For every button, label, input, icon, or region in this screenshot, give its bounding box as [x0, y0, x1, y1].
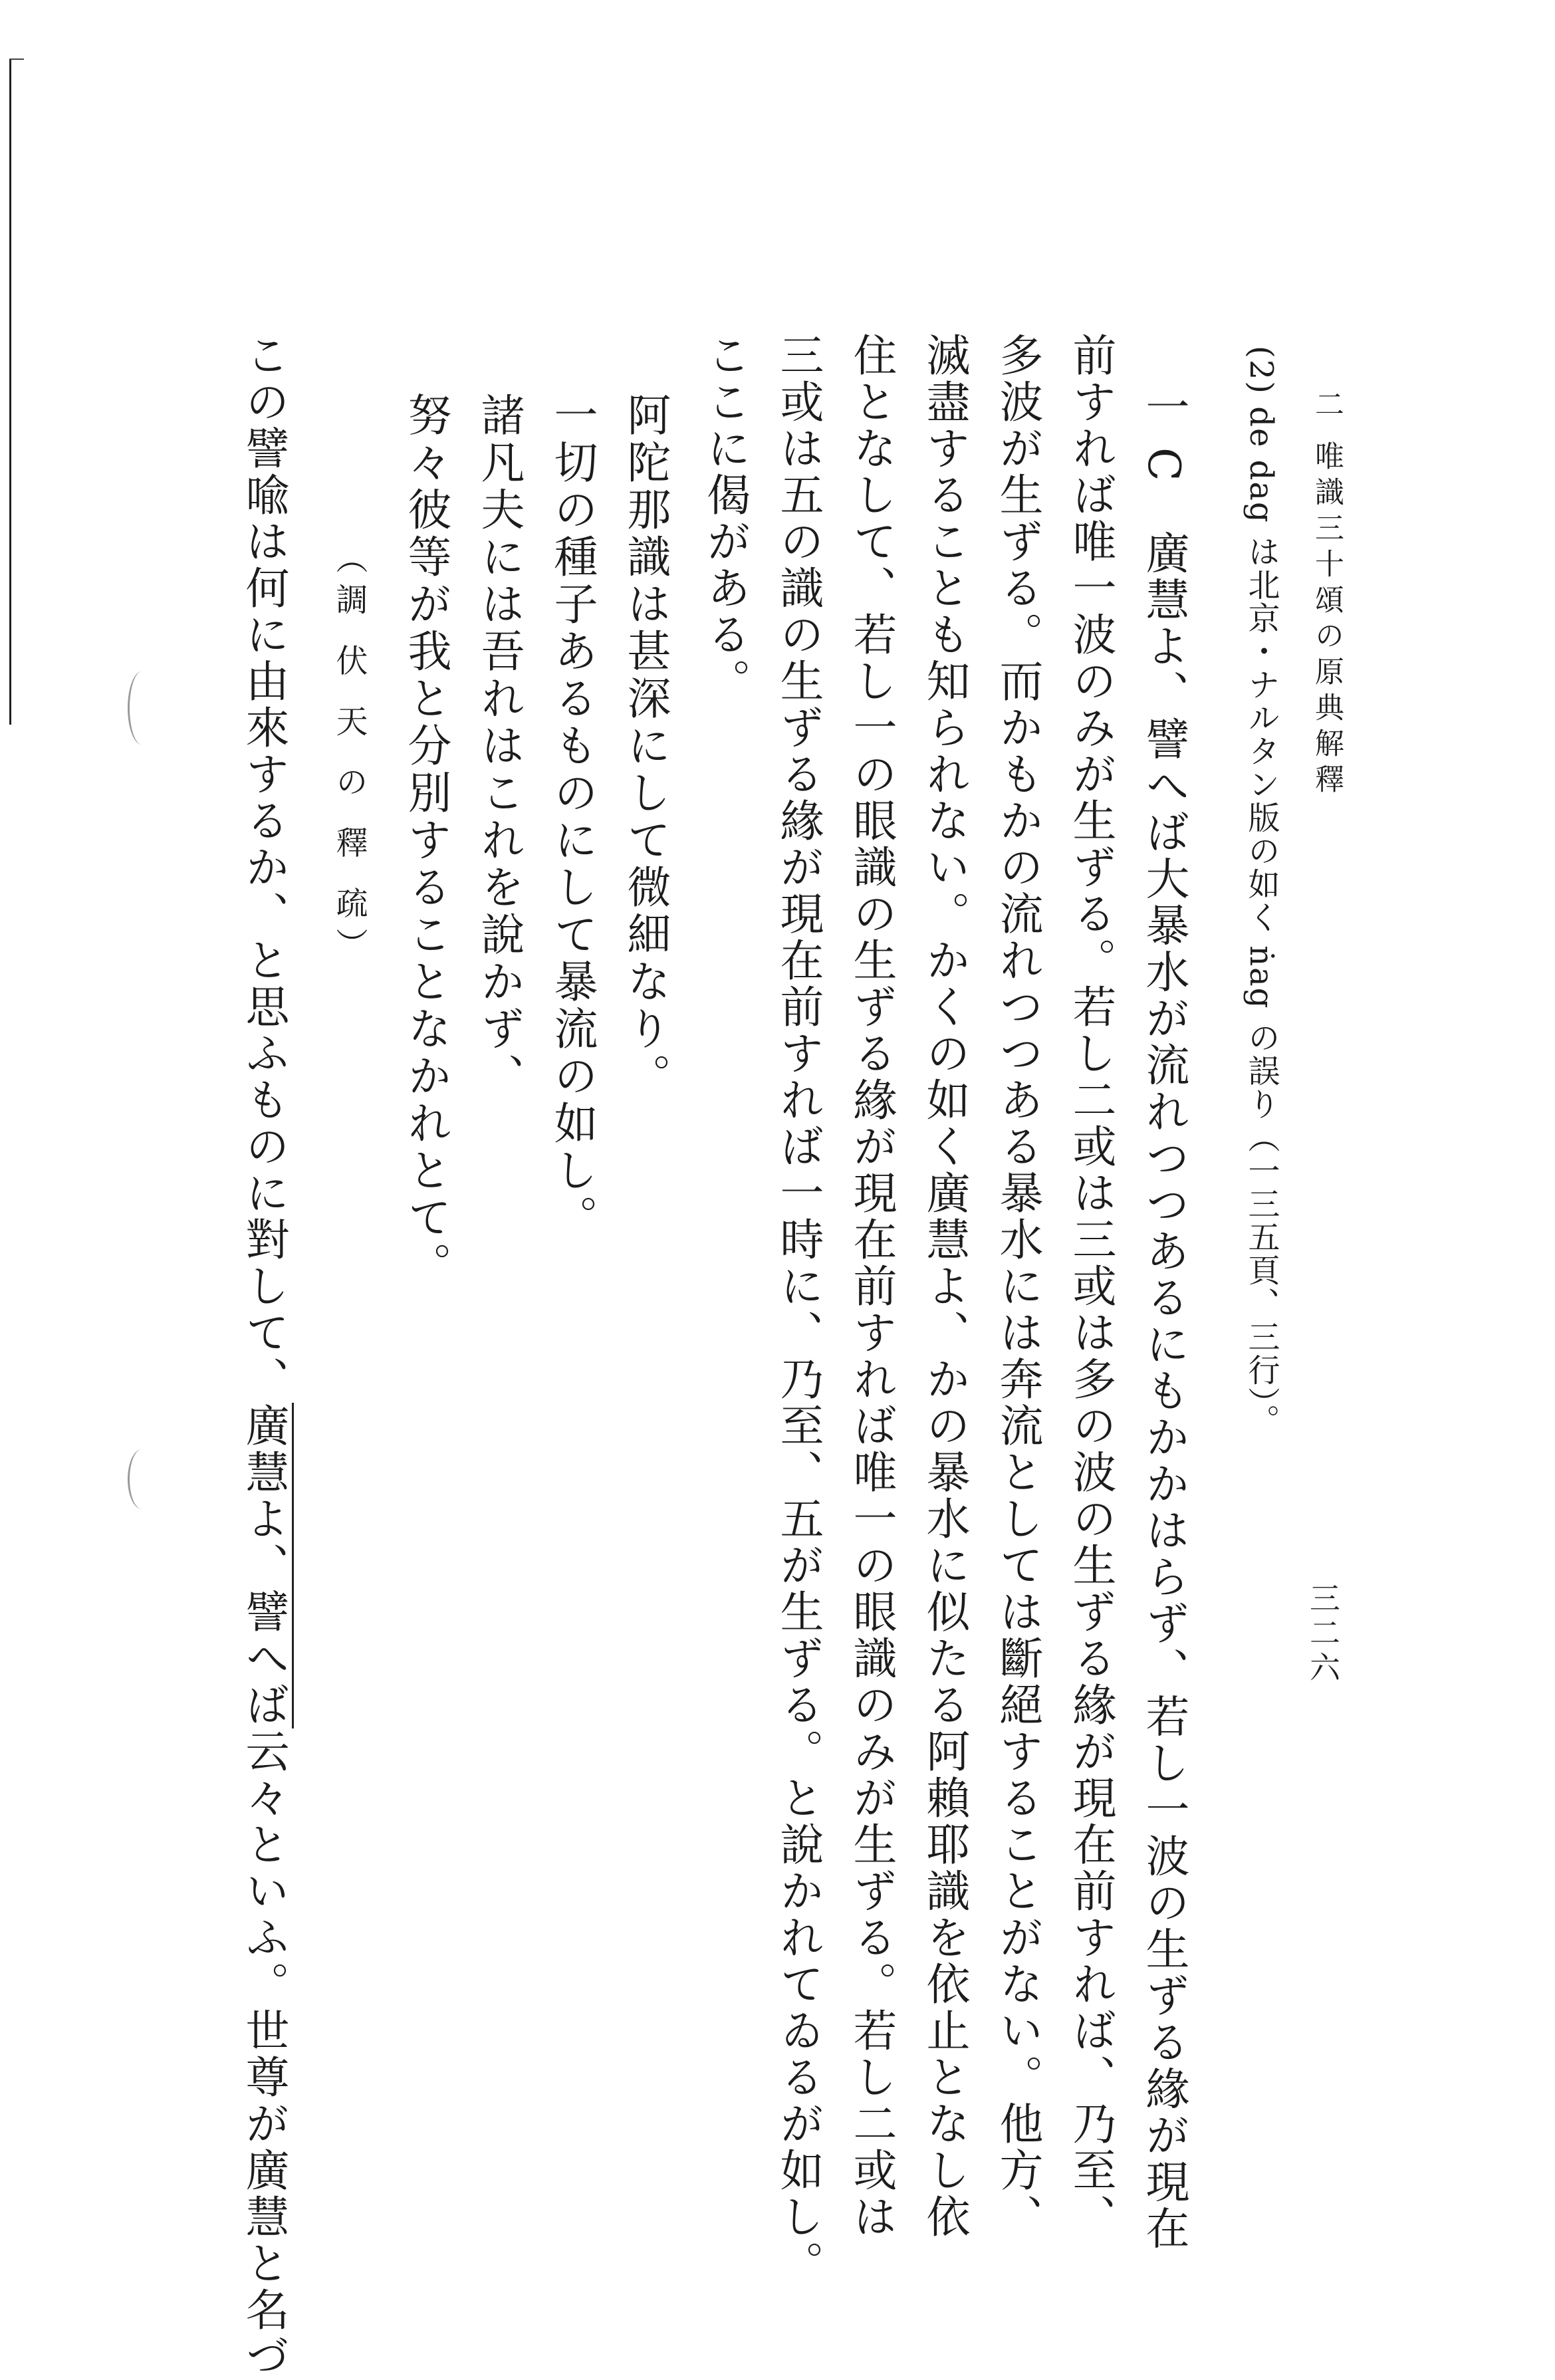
page-number: 三二六 — [1305, 1582, 1341, 1686]
scan-mark — [128, 1449, 156, 1509]
body-line-5: 住となして、若し一の眼識の生ずる緣が現在前すれば唯一の眼識のみが生ずる。若し二或は — [846, 332, 897, 2240]
body-line-1 — [1138, 384, 1189, 2252]
body-line-3: 多波が生ずる。而かもかの流れつつある暴水には奔流としては斷絕することがない。他方、 — [992, 332, 1043, 2240]
footnote-marker: (2) — [1243, 346, 1280, 395]
footnote-text: de dag は北京・ナルタン版の如く ṅag の誤り（一三五頁、三行）。 — [1243, 406, 1280, 1437]
sidelined-term-2: 譬へば — [238, 1589, 294, 1728]
running-title: 二 唯識三十頌の原典解釋 — [1310, 389, 1344, 800]
scan-edge-mark — [9, 59, 24, 60]
verse-attribution: （調 伏 天 の 釋 疏） — [330, 542, 368, 969]
verse-line-4: 努々彼等が我と分別することなかれとて。 — [400, 392, 451, 1289]
body-line-1-text: 廣慧よ、譬へば大暴水が流れつつあるにもかかはらず、若し一波の生ずる緣が現在 — [1138, 530, 1189, 2252]
footnote — [1243, 346, 1280, 1437]
body-line-8 — [238, 332, 289, 2380]
verse-line-3: 諸凡夫には吾れはこれを說かず、 — [473, 392, 525, 1100]
body-line-2: 前すれば唯一波のみが生ずる。若し二或は三或は多の波の生ずる緣が現在前すれば、乃至、 — [1065, 332, 1116, 2240]
scan-mark — [128, 671, 156, 745]
scan-edge-line — [9, 60, 11, 725]
body-line-6: 三或は五の識の生ずる緣が現在前すれば一時に、乃至、五が生ずる。と說かれてゐるが如し。 — [773, 332, 824, 2287]
section-label: 一 C — [1138, 384, 1189, 484]
body-line-8-part1: この譬喩は何に由來するか、と思ふものに對して、 — [238, 332, 289, 1403]
verse-line-2: 一切の種子あるものにして暴流の如し。 — [546, 392, 598, 1242]
verse-line-1: 阿陀那識は甚深にして微細なり。 — [620, 392, 671, 1100]
body-line-8-part4: 云々といふ。世尊が廣慧と名づ — [238, 1728, 289, 2380]
sidelined-term-1: 廣慧よ、 — [238, 1403, 294, 1589]
body-line-7: ここに偈がある。 — [699, 332, 751, 705]
body-line-4: 滅盡することも知られない。かくの如く廣慧よ、かの暴水に似たる阿賴耶識を依止となし依 — [919, 332, 970, 2240]
